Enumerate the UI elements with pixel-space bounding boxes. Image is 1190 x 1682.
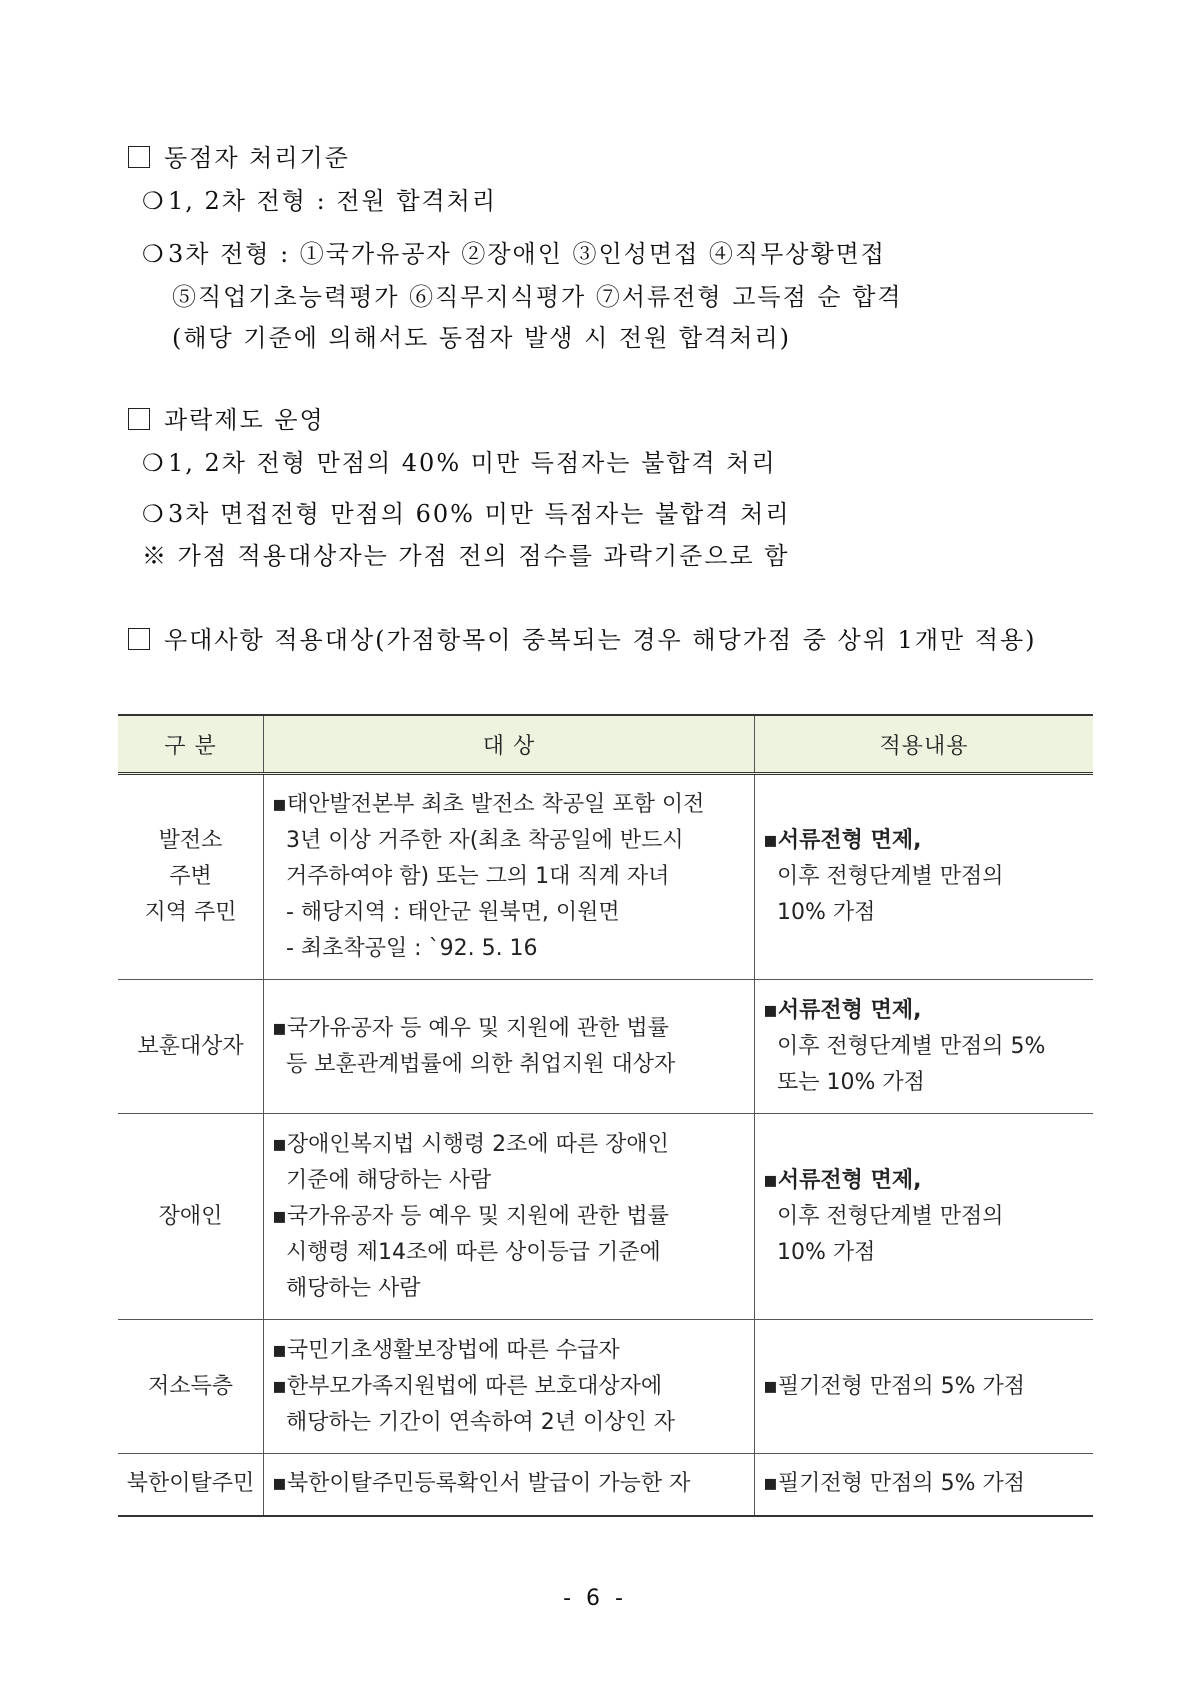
benefit-line: 10% 가점	[777, 900, 876, 925]
bullet-item	[142, 443, 777, 478]
target-line: ▪국가유공자 등 예우 및 지원에 관한 법률	[272, 1015, 669, 1041]
section-title: 과락제도 운영	[164, 406, 325, 434]
category-text: 발전소 주변 지역 주민	[144, 828, 237, 925]
row-category: 장애인	[118, 1114, 264, 1320]
table-header-row	[118, 715, 1093, 774]
row-benefit	[755, 1114, 1094, 1320]
row-category: 북한이탈주민	[118, 1454, 264, 1516]
target-line: ▪북한이탈주민등록확인서 발급이 가능한 자	[272, 1471, 691, 1497]
target-line: ▪국가유공자 등 예우 및 지원에 관한 법률	[272, 1203, 669, 1229]
row-benefit: ▪필기전형 만점의 5% 가점	[755, 1454, 1094, 1516]
section-heading-tie-rules	[128, 138, 350, 173]
benefit-line: 이후 전형단계별 만점의	[777, 1203, 1004, 1229]
table-row	[118, 774, 1093, 980]
row-category: 보훈대상자	[118, 980, 264, 1114]
section-title: 동점자 처리기준	[164, 144, 350, 172]
page-number: - 6 -	[563, 1586, 627, 1611]
preference-table	[118, 714, 1093, 1517]
header-category: 구 분	[118, 715, 264, 774]
section-title: 우대사항 적용대상(가점항목이 중복되는 경우 해당가점 중 상위 1개만 적용)	[164, 626, 1037, 654]
table-row	[118, 980, 1093, 1114]
target-line: 등 보훈관계법률에 의한 취업지원 대상자	[286, 1051, 676, 1077]
target-line: ▪장애인복지법 시행령 2조에 따른 장애인	[272, 1131, 669, 1157]
target-line: ▪한부모가족지원법에 따른 보호대상자에	[272, 1373, 663, 1399]
target-line: - 최초착공일 : `92. 5. 16	[286, 936, 538, 961]
target-line: 기준에 해당하는 사람	[286, 1167, 492, 1193]
row-target	[264, 1454, 755, 1516]
row-target	[264, 980, 755, 1114]
bullet-text: 3차 면접전형 만점의 60% 미만 득점자는 불합격 처리	[168, 500, 791, 528]
row-category	[118, 774, 264, 980]
target-line: 시행령 제14조에 따른 상이등급 기준에	[286, 1239, 661, 1265]
table-row	[118, 1320, 1093, 1454]
bullet-text: 3차 전형 : ①국가유공자 ②장애인 ③인성면접 ④직무상황면접	[168, 240, 886, 268]
row-benefit: ▪필기전형 만점의 5% 가점	[755, 1320, 1094, 1454]
circle-bullet-icon: ❍	[142, 449, 166, 477]
bullet-continuation: ⑤직업기초능력평가 ⑥직무지식평가 ⑦서류전형 고득점 순 합격	[172, 283, 903, 311]
row-benefit	[755, 774, 1094, 980]
checkbox-square-icon	[128, 146, 150, 168]
row-category: 저소득층	[118, 1320, 264, 1454]
row-target	[264, 1320, 755, 1454]
checkbox-square-icon	[128, 628, 150, 650]
bullet-text: 1, 2차 전형 만점의 40% 미만 득점자는 불합격 처리	[168, 449, 777, 477]
section-heading-cutoff	[128, 400, 325, 435]
circle-bullet-icon: ❍	[142, 187, 166, 215]
note: ※ 가점 적용대상자는 가점 전의 점수를 과락기준으로 함	[142, 542, 790, 570]
table-row	[118, 1454, 1093, 1516]
target-line: 거주하여야 함) 또는 그의 1대 직계 자녀	[286, 864, 670, 889]
section-heading-preferences	[128, 620, 1037, 655]
row-target	[264, 774, 755, 980]
header-target: 대 상	[264, 715, 755, 774]
target-line: 3년 이상 거주한 자(최초 착공일에 반드시	[286, 828, 684, 853]
target-line: ▪국민기초생활보장법에 따른 수급자	[272, 1337, 620, 1363]
benefit-line: 10% 가점	[777, 1239, 876, 1265]
bullet-continuation: (해당 기준에 의해서도 동점자 발생 시 전원 합격처리)	[172, 324, 791, 352]
circle-bullet-icon: ❍	[142, 240, 166, 268]
bullet-item	[142, 494, 791, 529]
circle-bullet-icon: ❍	[142, 500, 166, 528]
benefit-line: ▪서류전형 면제,	[763, 997, 922, 1023]
bullet-item	[142, 234, 886, 269]
target-line: 해당하는 사람	[286, 1275, 421, 1301]
benefit-line: 이후 전형단계별 만점의 5%	[777, 1033, 1046, 1059]
row-target	[264, 1114, 755, 1320]
checkbox-square-icon	[128, 408, 150, 430]
target-line: 해당하는 기간이 연속하여 2년 이상인 자	[286, 1409, 675, 1435]
header-benefit: 적용내용	[755, 715, 1094, 774]
target-line: ▪태안발전본부 최초 발전소 착공일 포함 이전	[272, 792, 705, 817]
bullet-item	[142, 181, 497, 216]
row-benefit	[755, 980, 1094, 1114]
benefit-line: 이후 전형단계별 만점의	[777, 864, 1004, 889]
target-line: - 해당지역 : 태안군 원북면, 이원면	[286, 900, 620, 925]
benefit-line: 또는 10% 가점	[777, 1069, 925, 1095]
benefit-line: ▪서류전형 면제,	[763, 828, 922, 853]
table-row	[118, 1114, 1093, 1320]
bullet-text: 1, 2차 전형 : 전원 합격처리	[168, 187, 498, 215]
benefit-line: ▪서류전형 면제,	[763, 1167, 922, 1193]
